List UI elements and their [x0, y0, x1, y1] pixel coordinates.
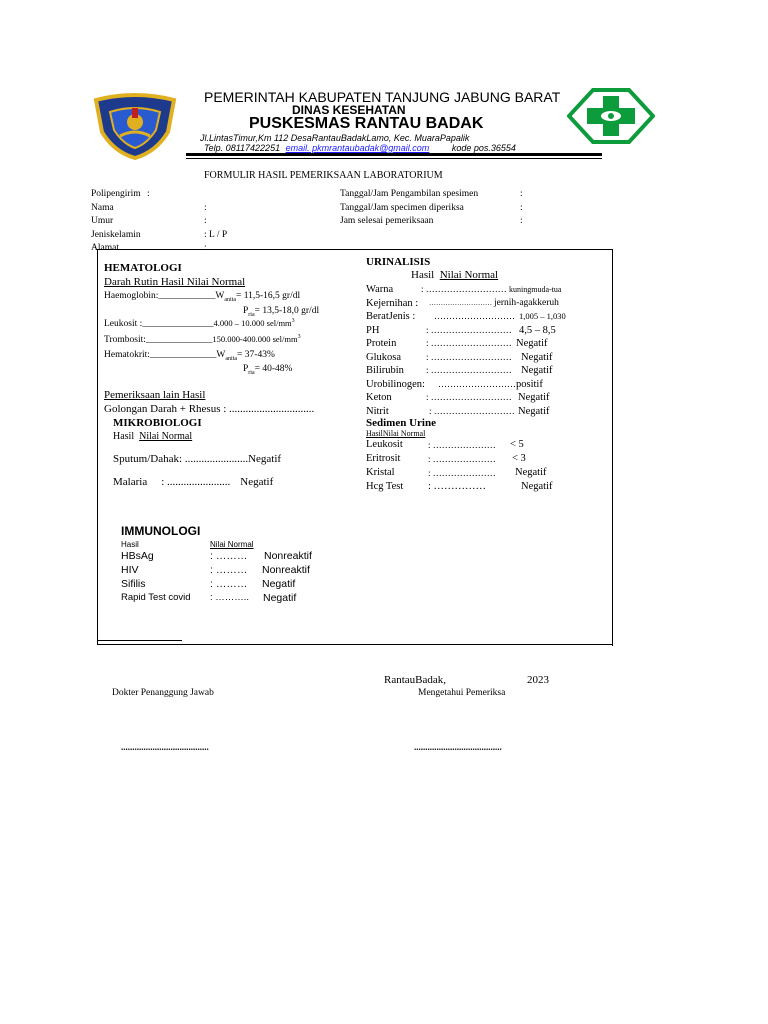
trombosit-row: Trombosit:______________150.000-400.000 sel/$mm^3$ [104, 334, 301, 346]
immunologi-row-rapid-test: Rapid Test covid : ……….. Negatif [121, 592, 297, 604]
header-contact [204, 143, 516, 153]
field-alamat: Alamat : [91, 243, 207, 253]
footer-right-signature-line: ....................................... [414, 742, 502, 752]
mikrobiologi-row-malaria: Malaria : ....................... Negatif [113, 476, 274, 488]
footer-left-role: Dokter Penanggung Jawab [112, 688, 214, 698]
field-nama: Nama : [91, 202, 207, 213]
sedimen-row-eritrosit: Eritrosit : ………………… < 3 [366, 453, 526, 464]
urinalisis-row-urobilinogen: Urobilinogen: ……………………… positif [366, 378, 543, 390]
regency-crest-icon [92, 92, 178, 160]
field-jam-selesai: Jam selesai pemeriksaan : [340, 216, 523, 226]
header-rule-thin [186, 158, 602, 159]
urinalisis-row-nitrit: Nitrit : ……………………… Negatif [366, 405, 550, 417]
field-jeniskelamin: Jeniskelamin : L / P [91, 229, 228, 240]
header-rule [186, 153, 602, 156]
pemeriksaan-lain: Pemeriksaan lain Hasil [104, 389, 206, 401]
right-logo [567, 88, 655, 144]
patient-fields-right [340, 188, 540, 229]
sedimen-row-kristal: Kristal : ………………… Negatif [366, 467, 547, 478]
urinalisis-row-beratjenis: BeratJenis : ……………………… 1,005 – 1,030 [366, 311, 566, 322]
leukosit-row: Leukosit :_______________4.000 – 10.000 sel/$mm^3$ [104, 318, 295, 330]
urinalisis-row-ph: PH : ……………………… 4,5 – 8,5 [366, 324, 556, 336]
footer-place: RantauBadak, [384, 674, 447, 686]
header-address: Jl.LintasTimur,Km 112 DesaRantauBadakLamo, Kec. MuaraPapalik [200, 133, 470, 143]
urinalisis-row-bilirubin: Bilirubin : ……………………… Negatif [366, 365, 553, 376]
hematokrit-row: $Hematokrit:\_\_\_\_\_\_\_\_\_\_\_\_\_\_W_{anita}= 37-43\%$ [104, 350, 275, 362]
left-column-bottom-rule [97, 640, 182, 641]
urinalisis-row-kejernihan: Kejernihan : ……………………… jernih-agakkeruh [366, 297, 559, 309]
urinalisis-row-keton: Keton : ……………………… Negatif [366, 392, 550, 403]
hematologi-title: HEMATOLOGI [104, 262, 182, 274]
sedimen-row-leukosit: Leukosit : ………………… < 5 [366, 439, 524, 450]
sedimen-subtitle: HasilNilai Normal [366, 429, 426, 438]
urinalisis-title: URINALISIS [366, 256, 431, 268]
haemoglobin-row: $Haemoglobin:\_\_\_\_\_\_\_\_\_\_\_\_W_{anita}= 11,5-16,5$ gr/dl [104, 291, 301, 303]
puskesmas-logo-icon [567, 88, 655, 144]
immunologi-title: IMMUNOLOGI [121, 524, 201, 538]
immunologi-header: Hasil Nilai Normal [121, 540, 254, 549]
sedimen-rows [366, 438, 586, 494]
left-logo [92, 92, 178, 160]
header-email-link[interactable]: email. pkmrantaubadak@gmail.com [285, 143, 430, 153]
immunologi-row-hiv: HIV : ……… Nonreaktif [121, 564, 310, 576]
field-tanggal-pengambilan: Tanggal/Jam Pengambilan spesimen : [340, 189, 523, 199]
footer-year: 2023 [527, 674, 549, 686]
field-umur: Umur : [91, 216, 207, 226]
field-polipengirim: Polipengirim : [91, 189, 150, 199]
urinalisis-row-warna: Warna : ……………………… kuningmuda-tua [366, 284, 562, 295]
footer-right-role: Mengetahui Pemeriksa [418, 688, 506, 698]
header-phone: Telp. 08117422251 [204, 143, 281, 153]
urinalisis-rows [366, 283, 606, 418]
haemoglobin-pria-row: $P_{ria}= 13,5-18,0$ gr/dl [243, 306, 320, 318]
urinalisis-row-glukosa: Glukosa : ……………………… Negatif [366, 351, 553, 363]
urinalisis-header: Hasil Nilai Normal [411, 269, 499, 281]
header-line2: DINAS KESEHATAN [292, 103, 406, 117]
hematologi-subtitle: Darah Rutin Hasil Nilai Normal [104, 276, 246, 288]
immunologi-row-hbsag: HBsAg : ……… Nonreaktif [121, 550, 312, 562]
header-line1: PEMERINTAH KABUPATEN TANJUNG JABUNG BARAT [204, 89, 561, 105]
mikrobiologi-header: Hasil Nilai Normal [113, 431, 193, 442]
urinalisis-row-protein: Protein : ……………………… Negatif [366, 338, 548, 349]
mikrobiologi-row-sputum: Sputum/Dahak: .......................Negatif [113, 453, 282, 465]
immunologi-row-sifilis: Sifilis : ……… Negatif [121, 578, 296, 590]
immunologi-rows [121, 549, 361, 605]
golongan-darah-row: Golongan Darah + Rhesus : ............................... [104, 403, 315, 415]
header-postal: kode pos.36554 [451, 143, 516, 153]
urinalisis-divider [612, 418, 613, 646]
hematokrit-pria-row: $P_{ria}= 40-48\%$ [243, 364, 293, 376]
field-tanggal-diperiksa: Tanggal/Jam specimen diperiksa : [340, 202, 523, 213]
patient-fields-left [91, 188, 228, 256]
sedimen-title: Sedimen Urine [366, 417, 436, 429]
sedimen-row-hcg: Hcg Test : …………… Negatif [366, 481, 553, 492]
footer-left-signature-line: ....................................... [121, 742, 209, 752]
header-line3: PUSKESMAS RANTAU BADAK [249, 115, 484, 132]
form-title: FORMULIR HASIL PEMERIKSAAN LABORATORIUM [204, 170, 443, 181]
mikrobiologi-title: MIKROBIOLOGI [113, 417, 202, 429]
